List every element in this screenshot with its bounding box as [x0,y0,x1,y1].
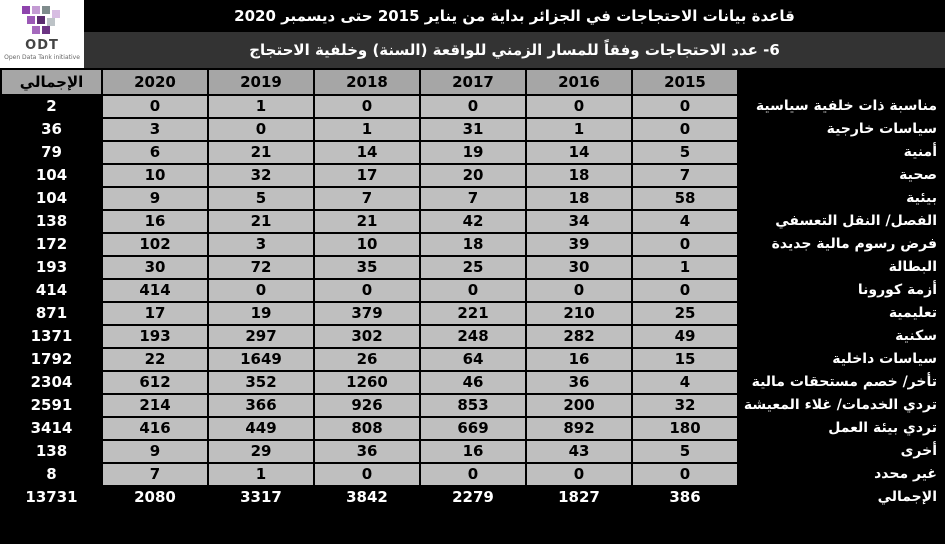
table-row [1,141,945,164]
value-cell: 892 [526,417,632,440]
table-row [1,371,945,394]
row-total-cell: 104 [1,164,102,187]
row-total-cell: 193 [1,256,102,279]
value-cell: 21 [208,210,314,233]
value-cell: 1 [208,463,314,486]
value-cell: 416 [102,417,208,440]
value-cell: 21 [208,141,314,164]
row-total-cell: 172 [1,233,102,256]
category-label: تردي الخدمات/ غلاء المعيشة [738,394,945,417]
value-cell: 46 [420,371,526,394]
value-cell: 30 [102,256,208,279]
value-cell: 669 [420,417,526,440]
value-cell: 32 [632,394,738,417]
value-cell: 10 [314,233,420,256]
row-total-cell: 871 [1,302,102,325]
value-cell: 39 [526,233,632,256]
value-cell: 22 [102,348,208,371]
category-label: البطالة [738,256,945,279]
column-total-cell: 3842 [314,486,420,509]
table-row [1,187,945,210]
value-cell: 200 [526,394,632,417]
value-cell: 0 [420,463,526,486]
table-row [1,256,945,279]
value-cell: 297 [208,325,314,348]
value-cell: 36 [314,440,420,463]
table-row [1,394,945,417]
value-cell: 64 [420,348,526,371]
row-total-cell: 2591 [1,394,102,417]
value-cell: 0 [526,279,632,302]
value-cell: 16 [526,348,632,371]
value-cell: 102 [102,233,208,256]
value-cell: 16 [420,440,526,463]
value-cell: 16 [102,210,208,233]
value-cell: 25 [632,302,738,325]
table-row [1,279,945,302]
column-total-cell: 1827 [526,486,632,509]
value-cell: 1 [314,118,420,141]
value-cell: 58 [632,187,738,210]
category-label: تعليمية [738,302,945,325]
value-cell: 34 [526,210,632,233]
odt-logo [0,0,84,68]
table-row [1,233,945,256]
value-cell: 0 [526,463,632,486]
value-cell: 1 [526,118,632,141]
value-cell: 366 [208,394,314,417]
column-header: 2016 [526,69,632,95]
value-cell: 9 [102,440,208,463]
category-label: سكنية [738,325,945,348]
value-cell: 18 [420,233,526,256]
value-cell: 5 [208,187,314,210]
total-row [1,486,945,509]
value-cell: 612 [102,371,208,394]
value-cell: 449 [208,417,314,440]
value-cell: 17 [102,302,208,325]
value-cell: 1 [208,95,314,118]
value-cell: 0 [632,279,738,302]
value-cell: 7 [632,164,738,187]
column-header: 2018 [314,69,420,95]
row-total-cell: 2304 [1,371,102,394]
value-cell: 6 [102,141,208,164]
value-cell: 0 [420,279,526,302]
table-row [1,325,945,348]
value-cell: 210 [526,302,632,325]
value-cell: 18 [526,164,632,187]
category-label: سياسات خارجية [738,118,945,141]
value-cell: 19 [420,141,526,164]
value-cell: 0 [102,95,208,118]
value-cell: 49 [632,325,738,348]
table-row [1,463,945,486]
value-cell: 0 [314,279,420,302]
table-row [1,210,945,233]
value-cell: 14 [314,141,420,164]
value-cell: 25 [420,256,526,279]
category-label: بيئية [738,187,945,210]
row-total-cell: 2 [1,95,102,118]
row-total-cell: 36 [1,118,102,141]
row-total-cell: 8 [1,463,102,486]
grand-total-cell: 13731 [1,486,102,509]
table-body [1,95,945,509]
category-label: الفصل/ النقل التعسفي [738,210,945,233]
value-cell: 0 [632,118,738,141]
value-cell: 0 [420,95,526,118]
value-cell: 221 [420,302,526,325]
logo-text: ODT [25,38,59,53]
table-row [1,348,945,371]
row-total-cell: 138 [1,440,102,463]
value-cell: 43 [526,440,632,463]
row-total-cell: 414 [1,279,102,302]
table-row [1,164,945,187]
category-label: تأخر/ خصم مستحقات مالية [738,371,945,394]
row-total-cell: 138 [1,210,102,233]
column-header: 2020 [102,69,208,95]
value-cell: 0 [208,118,314,141]
value-cell: 0 [632,95,738,118]
value-cell: 20 [420,164,526,187]
column-header: 2015 [632,69,738,95]
value-cell: 214 [102,394,208,417]
cube-logo-icon [20,4,64,36]
value-cell: 0 [314,463,420,486]
header-row [1,69,945,95]
value-cell: 17 [314,164,420,187]
value-cell: 4 [632,371,738,394]
column-total-cell: 2279 [420,486,526,509]
value-cell: 1260 [314,371,420,394]
category-label: مناسبة ذات خلفية سياسية [738,95,945,118]
category-label: سياسات داخلية [738,348,945,371]
value-cell: 0 [314,95,420,118]
value-cell: 3 [102,118,208,141]
table-row [1,440,945,463]
value-cell: 193 [102,325,208,348]
value-cell: 35 [314,256,420,279]
value-cell: 36 [526,371,632,394]
row-total-cell: 1371 [1,325,102,348]
value-cell: 72 [208,256,314,279]
value-cell: 5 [632,141,738,164]
value-cell: 0 [632,463,738,486]
row-total-cell: 1792 [1,348,102,371]
column-total-cell: 2080 [102,486,208,509]
category-label: صحية [738,164,945,187]
value-cell: 26 [314,348,420,371]
value-cell: 19 [208,302,314,325]
table-row [1,95,945,118]
value-cell: 302 [314,325,420,348]
column-header: 2019 [208,69,314,95]
value-cell: 1 [632,256,738,279]
value-cell: 30 [526,256,632,279]
category-label: تردي بيئة العمل [738,417,945,440]
value-cell: 4 [632,210,738,233]
corner-cell [738,69,945,95]
value-cell: 31 [420,118,526,141]
row-total-cell: 79 [1,141,102,164]
value-cell: 0 [632,233,738,256]
value-cell: 42 [420,210,526,233]
protests-table [0,68,945,510]
category-label: أزمة كورونا [738,279,945,302]
value-cell: 0 [526,95,632,118]
table-row [1,417,945,440]
value-cell: 853 [420,394,526,417]
column-header: 2017 [420,69,526,95]
value-cell: 9 [102,187,208,210]
value-cell: 7 [420,187,526,210]
value-cell: 352 [208,371,314,394]
value-cell: 1649 [208,348,314,371]
value-cell: 14 [526,141,632,164]
value-cell: 5 [632,440,738,463]
value-cell: 808 [314,417,420,440]
value-cell: 10 [102,164,208,187]
category-label: أخرى [738,440,945,463]
value-cell: 926 [314,394,420,417]
row-total-cell: 3414 [1,417,102,440]
category-label: فرض رسوم مالية جديدة [738,233,945,256]
table-row [1,302,945,325]
column-total-cell: 3317 [208,486,314,509]
value-cell: 7 [314,187,420,210]
value-cell: 379 [314,302,420,325]
table-row [1,118,945,141]
value-cell: 21 [314,210,420,233]
row-total-cell: 104 [1,187,102,210]
value-cell: 414 [102,279,208,302]
value-cell: 248 [420,325,526,348]
category-label: أمنية [738,141,945,164]
value-cell: 3 [208,233,314,256]
value-cell: 7 [102,463,208,486]
value-cell: 180 [632,417,738,440]
category-label: غير محدد [738,463,945,486]
total-label: الإجمالي [738,486,945,509]
value-cell: 282 [526,325,632,348]
page-title: قاعدة بيانات الاحتجاجات في الجزائر بداية من يناير 2015 حتى ديسمبر 2020 [84,0,945,32]
value-cell: 15 [632,348,738,371]
value-cell: 18 [526,187,632,210]
column-total-cell: 386 [632,486,738,509]
value-cell: 0 [208,279,314,302]
page-subtitle: 6- عدد الاحتجاجات وفقاً للمسار الزمني للواقعة (السنة) وخلفية الاحتجاج [84,32,945,68]
column-header: الإجمالي [1,69,102,95]
logo-subtext: Open Data Tank initiative [4,54,80,61]
value-cell: 29 [208,440,314,463]
value-cell: 32 [208,164,314,187]
